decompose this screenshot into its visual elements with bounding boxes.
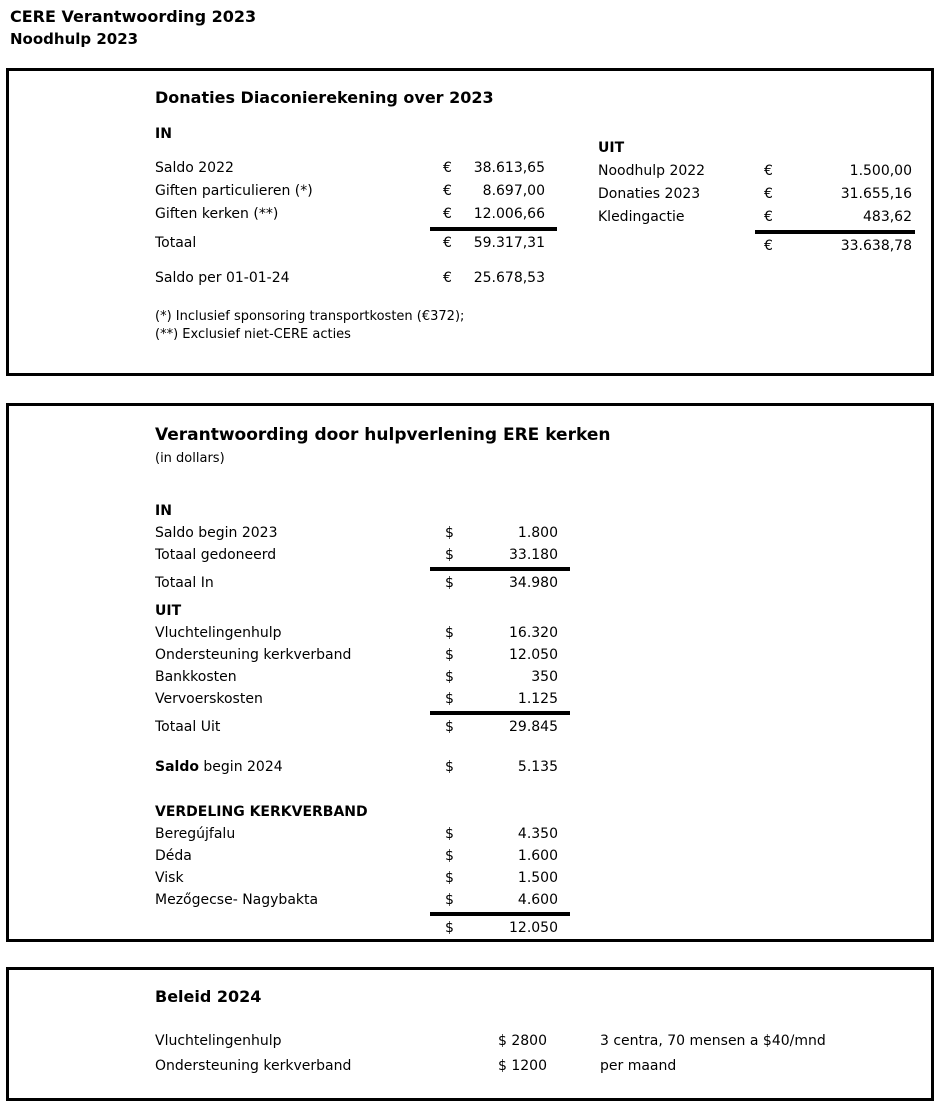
total-label: Totaal Uit bbox=[155, 719, 221, 735]
row-value: 31.655,16 bbox=[840, 186, 912, 202]
section-header-uit: UIT bbox=[155, 603, 182, 619]
box3-title: Beleid 2024 bbox=[155, 987, 262, 1006]
box1-title: Donaties Diaconierekening over 2023 bbox=[155, 88, 494, 107]
row-label: Vluchtelingenhulp bbox=[155, 1033, 282, 1049]
total-value: 29.845 bbox=[509, 719, 558, 735]
box-verantwoording-ere-kerken bbox=[6, 403, 934, 942]
row-value: 1.600 bbox=[517, 848, 558, 864]
double-rule bbox=[430, 227, 557, 231]
saldo-currency: € bbox=[443, 270, 452, 286]
box3-rows bbox=[155, 1029, 921, 1079]
total-label bbox=[598, 235, 764, 258]
box1-columns bbox=[155, 123, 921, 290]
row-value: 1.500,00 bbox=[849, 163, 912, 179]
row-currency: € bbox=[443, 160, 452, 176]
row-currency: $ bbox=[445, 547, 454, 563]
row-label: Ondersteuning kerkverband bbox=[155, 647, 352, 663]
row-currency: $ bbox=[445, 525, 454, 541]
row-currency: $ bbox=[445, 870, 454, 886]
total-value: 59.317,31 bbox=[473, 235, 545, 251]
box2-uit-table bbox=[155, 600, 921, 738]
row-value: 8.697,00 bbox=[482, 183, 545, 199]
saldo-label-rest: begin 2024 bbox=[198, 759, 283, 775]
box1-uit-table bbox=[598, 137, 912, 258]
row-currency: € bbox=[764, 209, 773, 225]
double-rule bbox=[430, 567, 570, 571]
row-label: Ondersteuning kerkverband bbox=[155, 1058, 352, 1074]
box-beleid-2024 bbox=[6, 967, 934, 1101]
row-label: Bankkosten bbox=[155, 669, 237, 685]
row-value: 33.180 bbox=[509, 547, 558, 563]
saldo-value: 25.678,53 bbox=[473, 270, 545, 286]
saldo-value: 5.135 bbox=[517, 759, 558, 775]
row-value: 16.320 bbox=[509, 625, 558, 641]
row-label: Kledingactie bbox=[598, 209, 685, 225]
spacer bbox=[155, 255, 545, 267]
row-amount: $ 1200 bbox=[498, 1058, 547, 1074]
spacer bbox=[155, 146, 545, 157]
table-row bbox=[155, 1029, 921, 1054]
row-label: Totaal gedoneerd bbox=[155, 547, 277, 563]
total-currency: $ bbox=[445, 719, 454, 735]
box2-verdeling-table bbox=[155, 801, 921, 939]
row-label: Mezőgecse- Nagybakta bbox=[155, 892, 319, 908]
total-label bbox=[155, 917, 445, 939]
box2-in-table bbox=[155, 500, 921, 594]
double-rule bbox=[430, 711, 570, 715]
total-value: 34.980 bbox=[509, 575, 558, 591]
row-note: 3 centra, 70 mensen a $40/mnd bbox=[600, 1033, 826, 1049]
double-rule bbox=[430, 912, 570, 916]
row-currency: $ bbox=[445, 848, 454, 864]
row-label: Giften kerken (**) bbox=[155, 206, 279, 222]
box2-title: Verantwoording door hulpverlening ERE kerken bbox=[155, 425, 611, 445]
footnote-line: (*) Inclusief sponsoring transportkosten (€372); bbox=[155, 309, 465, 324]
row-amount: $ 2800 bbox=[498, 1033, 547, 1049]
row-value: 1.125 bbox=[517, 691, 558, 707]
row-label: Beregújfalu bbox=[155, 826, 236, 842]
row-currency: € bbox=[443, 206, 452, 222]
row-value: 483,62 bbox=[863, 209, 912, 225]
row-currency: $ bbox=[445, 691, 454, 707]
total-currency: $ bbox=[445, 575, 454, 591]
row-currency: € bbox=[764, 186, 773, 202]
row-value: 1.500 bbox=[517, 870, 558, 886]
row-value: 12.050 bbox=[509, 647, 558, 663]
row-label: Noodhulp 2022 bbox=[598, 163, 706, 179]
row-value: 12.006,66 bbox=[473, 206, 545, 222]
section-header-verdeling-kerkverband: VERDELING KERKVERBAND bbox=[155, 804, 368, 820]
page-title: CERE Verantwoording 2023 bbox=[10, 7, 257, 26]
row-label: Saldo begin 2023 bbox=[155, 525, 278, 541]
row-label: Donaties 2023 bbox=[598, 186, 701, 202]
box2-saldo-row bbox=[155, 756, 921, 778]
row-currency: € bbox=[764, 163, 773, 179]
saldo-currency: $ bbox=[445, 759, 454, 775]
total-currency: $ bbox=[445, 920, 454, 936]
row-label: Giften particulieren (*) bbox=[155, 183, 313, 199]
total-label: Totaal bbox=[155, 235, 197, 251]
saldo-label: Saldo per 01-01-24 bbox=[155, 270, 290, 286]
row-value: 38.613,65 bbox=[473, 160, 545, 176]
box2-subtitle: (in dollars) bbox=[155, 451, 225, 466]
table-row bbox=[155, 1054, 921, 1079]
section-header-in: IN bbox=[155, 503, 172, 519]
total-value: 33.638,78 bbox=[840, 238, 912, 254]
section-header-in: IN bbox=[155, 126, 172, 142]
row-label: Déda bbox=[155, 848, 192, 864]
row-label: Visk bbox=[155, 870, 184, 886]
box1-in-table bbox=[155, 123, 545, 290]
row-currency: $ bbox=[445, 892, 454, 908]
row-label: Saldo 2022 bbox=[155, 160, 234, 176]
total-currency: € bbox=[443, 235, 452, 251]
row-currency: € bbox=[443, 183, 452, 199]
row-value: 1.800 bbox=[517, 525, 558, 541]
row-value: 350 bbox=[531, 669, 558, 685]
row-currency: $ bbox=[445, 625, 454, 641]
saldo-label bbox=[155, 756, 445, 778]
section-header-uit: UIT bbox=[598, 140, 625, 156]
row-note: per maand bbox=[600, 1058, 677, 1074]
total-label: Totaal In bbox=[155, 575, 214, 591]
page-subtitle: Noodhulp 2023 bbox=[10, 30, 139, 48]
row-value: 4.350 bbox=[517, 826, 558, 842]
footnote-line: (**) Exclusief niet-CERE acties bbox=[155, 327, 351, 342]
double-rule bbox=[755, 230, 915, 234]
total-value: 12.050 bbox=[509, 920, 558, 936]
row-label: Vervoerskosten bbox=[155, 691, 263, 707]
row-currency: $ bbox=[445, 669, 454, 685]
box-donaties-diaconierekening bbox=[6, 68, 934, 376]
total-currency: € bbox=[764, 238, 773, 254]
saldo-label-bold: Saldo bbox=[155, 759, 199, 775]
row-currency: $ bbox=[445, 826, 454, 842]
footnotes bbox=[155, 308, 921, 344]
row-currency: $ bbox=[445, 647, 454, 663]
row-label: Vluchtelingenhulp bbox=[155, 625, 282, 641]
row-value: 4.600 bbox=[517, 892, 558, 908]
